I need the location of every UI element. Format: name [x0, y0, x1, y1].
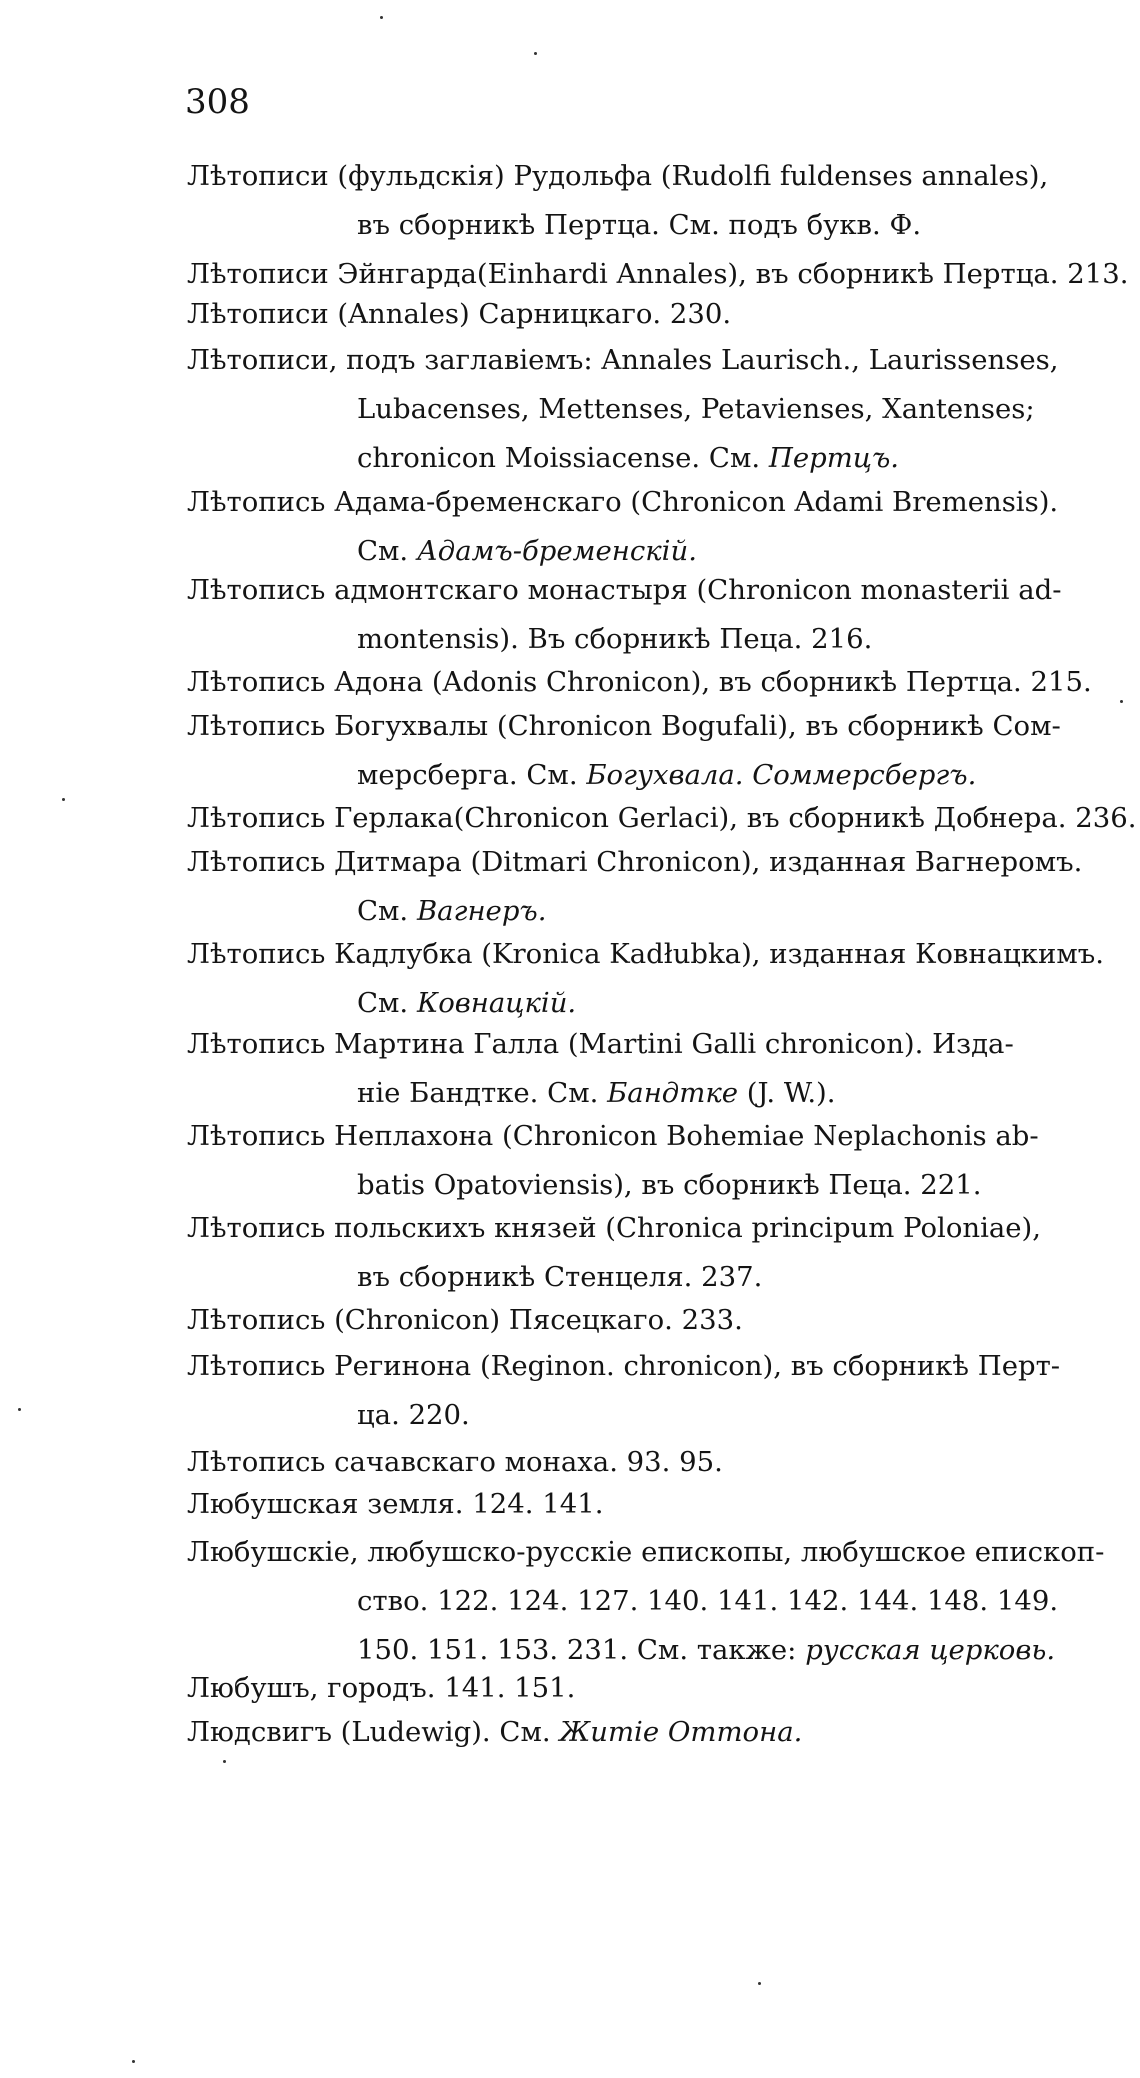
entry-text: См.: [357, 895, 409, 927]
entry-text: Людсвигъ (Ludewig). См.: [187, 1716, 551, 1748]
entry-text: (J. W.).: [738, 1077, 836, 1109]
entry-line: [187, 887, 1087, 936]
scan-speck: [132, 2060, 135, 2063]
entry-line: Лѣтописи, подъ заглавіемъ: Annales Laurisch., Laurissenses,: [187, 344, 1059, 376]
index-entry: [187, 1664, 1087, 1713]
cross-reference: Адамъ-бременскій.: [416, 535, 697, 567]
entry-line: Лѣтописи Эйнгарда(Einhardi Annales), въ сборникѣ Пертца. 213.: [187, 258, 1129, 290]
entry-line: Лѣтописи (Annales) Сарницкаго. 230.: [187, 298, 732, 330]
entry-text: 150. 151. 153. 231. См. также:: [357, 1634, 797, 1666]
cross-reference: Богухвала. Соммерсбергъ.: [586, 759, 977, 791]
entry-line: [187, 1708, 1087, 1757]
entry-line: Любушскіе, любушско-русскіе епископы, любушское епископ-: [187, 1536, 1105, 1568]
cross-reference: Пертцъ.: [768, 442, 900, 474]
scan-speck: [534, 52, 537, 55]
index-entry: [187, 152, 1087, 250]
scan-speck: [758, 1982, 761, 1985]
entry-line: [187, 1069, 1087, 1118]
cross-reference: Житіе Оттона.: [559, 1716, 803, 1748]
entry-line: [187, 434, 1087, 483]
entry-line: ство. 122. 124. 127. 140. 141. 142. 144. 148. 149.: [357, 1585, 1059, 1617]
entry-text: ніе Бандтке. См.: [357, 1077, 599, 1109]
entry-text: См.: [357, 987, 409, 1019]
entry-text: См.: [357, 535, 409, 567]
scan-speck: [62, 798, 65, 801]
scan-speck: [18, 1408, 21, 1411]
index-entry: [187, 336, 1087, 483]
entry-line: [187, 751, 1087, 800]
entry-line: batis Opatoviensis), въ сборникѣ Пеца. 221.: [357, 1169, 982, 1201]
index-entry: [187, 1296, 1087, 1345]
index-entry: [187, 1112, 1087, 1210]
entry-line: Лѣтопись Герлака(Chronicon Gerlaci), въ сборникѣ Добнера. 236.: [187, 802, 1137, 834]
cross-reference: русская церковь.: [805, 1634, 1056, 1666]
index-entry: [187, 838, 1087, 936]
entry-line: Лѣтопись Адама-бременскаго (Chronicon Adami Bremensis).: [187, 486, 1059, 518]
entry-text: chronicon Moissiacense. См.: [357, 442, 761, 474]
entry-line: Лѣтопись Адона (Adonis Chronicon), въ сборникѣ Пертца. 215.: [187, 666, 1092, 698]
cross-reference: Бандтке: [607, 1077, 739, 1109]
index-entry: [187, 566, 1087, 664]
entry-line: въ сборникѣ Стенцеля. 237.: [357, 1261, 763, 1293]
entry-line: Лѣтописи (фульдскія) Рудольфа (Rudolfi fuldenses annales),: [187, 160, 1049, 192]
entry-line: montensis). Въ сборникѣ Пеца. 216.: [357, 623, 873, 655]
scan-speck: [1120, 700, 1123, 703]
index-entry: [187, 658, 1092, 707]
entry-line: Любушъ, городъ. 141. 151.: [187, 1672, 576, 1704]
entry-line: Лѣтопись Неплахона (Chronicon Bohemiae Neplachonis ab-: [187, 1120, 1039, 1152]
index-entry: [187, 478, 1087, 576]
cross-reference: Вагнеръ.: [416, 895, 547, 927]
index-entry: [187, 930, 1104, 1028]
entry-line: Лѣтопись Богухвалы (Chronicon Bogufali), въ сборникѣ Сом-: [187, 710, 1061, 742]
index-entry: [187, 1204, 1087, 1302]
entry-line: Лѣтопись Кадлубка (Kronica Kadłubka), изданная Ковнацкимъ.: [187, 938, 1104, 970]
entry-line: Lubacenses, Mettenses, Petavienses, Xantenses;: [357, 393, 1035, 425]
entry-line: Лѣтопись Мартина Галла (Martini Galli chronicon). Изда-: [187, 1028, 1014, 1060]
entry-line: Лѣтопись Дитмара (Ditmari Chronicon), изданная Вагнеромъ.: [187, 846, 1083, 878]
index-entry: [187, 1528, 1105, 1675]
index-entry: [187, 794, 1137, 843]
index-entry: [187, 1342, 1087, 1440]
entry-line: Лѣтопись польскихъ князей (Chronica principum Poloniae),: [187, 1212, 1042, 1244]
entry-line: въ сборникѣ Пертца. См. подъ букв. Ф.: [357, 209, 922, 241]
entry-text: мерсберга. См.: [357, 759, 578, 791]
entry-line: Любушская земля. 124. 141.: [187, 1488, 604, 1520]
entry-line: Лѣтопись (Chronicon) Пясецкаго. 233.: [187, 1304, 743, 1336]
entry-line: ца. 220.: [357, 1399, 470, 1431]
index-entry: [187, 290, 1087, 339]
index-entry: [187, 1708, 1087, 1757]
entry-line: Лѣтопись сачавскаго монаха. 93. 95.: [187, 1446, 723, 1478]
scan-speck: [223, 1760, 226, 1763]
scan-speck: [380, 16, 383, 19]
entry-line: Лѣтопись адмонтскаго монастыря (Chronicon monasterii ad-: [187, 574, 1062, 606]
index-entry: [187, 1020, 1087, 1118]
index-entry: [187, 1480, 1087, 1529]
index-entry: [187, 702, 1087, 800]
entry-line: Лѣтопись Регинона (Reginon. chronicon), въ сборникѣ Перт-: [187, 1350, 1061, 1382]
cross-reference: Ковнацкій.: [416, 987, 577, 1019]
page-number: 308: [185, 82, 250, 122]
